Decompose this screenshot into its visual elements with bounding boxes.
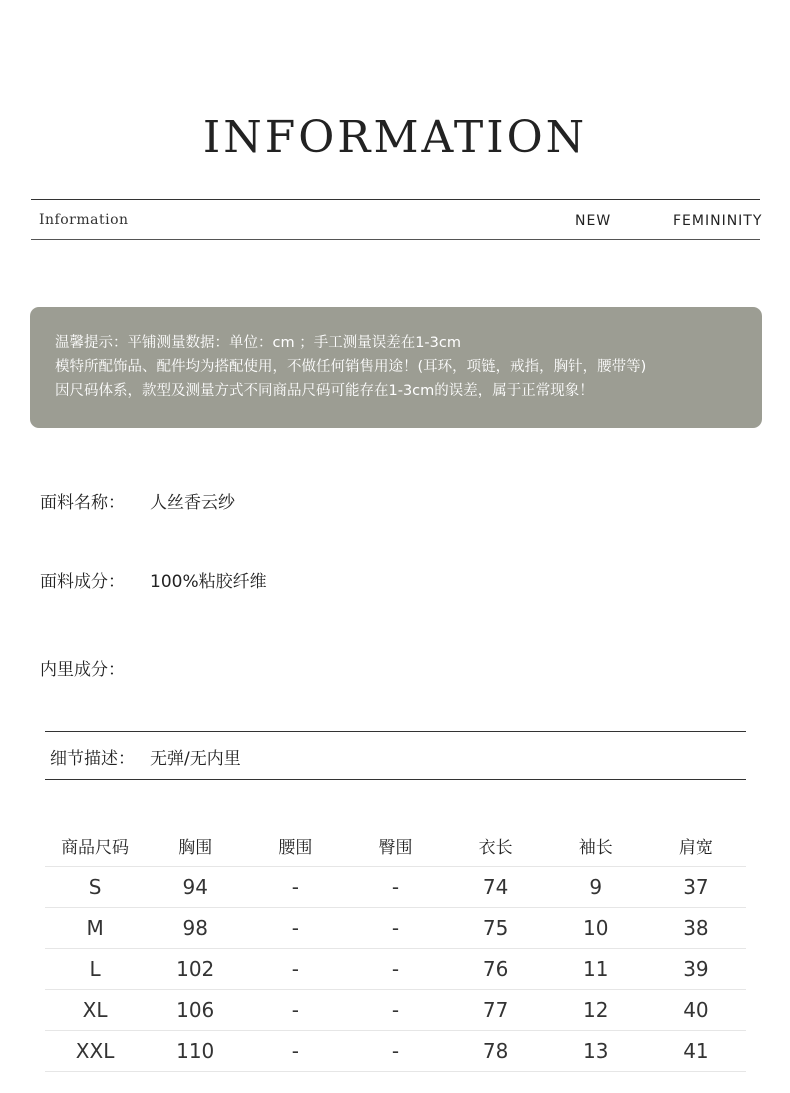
lining-composition-label: 内里成分： xyxy=(40,660,125,680)
cell-length: 76 xyxy=(482,957,509,981)
header-length: 衣长 xyxy=(478,838,513,858)
page-title: INFORMATION xyxy=(202,112,588,163)
cell-length: 74 xyxy=(482,875,509,899)
detail-value: 无弹/无内里 xyxy=(150,749,241,769)
cell-sleeve: 13 xyxy=(583,1039,609,1063)
notice-box xyxy=(30,307,762,428)
cell-hip: - xyxy=(391,875,400,899)
cell-hip: - xyxy=(391,998,400,1022)
fabric-name-value: 人丝香云纱 xyxy=(150,493,235,513)
cell-shoulder: 38 xyxy=(683,916,709,940)
header-waist: 腰围 xyxy=(278,838,313,858)
fabric-name-row xyxy=(40,488,235,513)
cell-length: 78 xyxy=(482,1039,509,1063)
size-table xyxy=(45,825,746,1072)
table-row xyxy=(45,908,746,949)
cell-size: XXL xyxy=(75,1039,115,1063)
notice-line: 模特所配饰品、配件均为搭配使用，不做任何销售用途！(耳环，项链，戒指，胸针，腰带等) xyxy=(55,359,647,375)
notice-line: 温馨提示：平铺测量数据：单位：cm ；手工测量误差在1-3cm xyxy=(55,335,461,351)
cell-waist: - xyxy=(291,1039,299,1063)
femininity-label: FEMININITY xyxy=(673,213,763,229)
cell-hip: - xyxy=(391,1039,400,1063)
header-shoulder: 肩宽 xyxy=(678,838,713,858)
detail-label: 细节描述： xyxy=(50,749,135,769)
bar-divider xyxy=(31,239,760,240)
table-row xyxy=(45,867,746,908)
cell-sleeve: 9 xyxy=(589,875,603,899)
cell-size: S xyxy=(88,875,102,899)
cell-waist: - xyxy=(291,957,299,981)
cell-waist: - xyxy=(291,998,299,1022)
cell-shoulder: 40 xyxy=(683,998,709,1022)
cell-size: M xyxy=(86,916,104,940)
fabric-name-label: 面料名称： xyxy=(40,493,125,513)
cell-shoulder: 39 xyxy=(683,957,709,981)
cell-bust: 106 xyxy=(176,998,215,1022)
header-hip: 臀围 xyxy=(378,838,413,858)
cell-size: XL xyxy=(82,998,108,1022)
cell-bust: 94 xyxy=(182,875,208,899)
cell-bust: 98 xyxy=(182,916,208,940)
lining-composition-row xyxy=(40,655,150,680)
header-size: 商品尺码 xyxy=(61,838,130,858)
table-header-row xyxy=(45,825,746,867)
cell-sleeve: 11 xyxy=(583,957,609,981)
detail-bottom-rule xyxy=(45,779,746,780)
cell-waist: - xyxy=(291,916,299,940)
notice-line: 因尺码体系，款型及测量方式不同商品尺码可能存在1-3cm的误差，属于正常现象！ xyxy=(55,383,594,399)
cell-bust: 110 xyxy=(176,1039,215,1063)
fabric-composition-value: 100%粘胶纤维 xyxy=(150,572,267,592)
table-row xyxy=(45,1031,746,1072)
cell-hip: - xyxy=(391,957,400,981)
cell-bust: 102 xyxy=(176,957,215,981)
cell-shoulder: 41 xyxy=(683,1039,709,1063)
table-row xyxy=(45,949,746,990)
cell-length: 77 xyxy=(482,998,509,1022)
info-label: Information xyxy=(39,212,129,228)
fabric-composition-row xyxy=(40,567,267,592)
top-divider xyxy=(31,199,760,200)
fabric-composition-label: 面料成分： xyxy=(40,572,125,592)
header-sleeve: 袖长 xyxy=(578,838,613,858)
detail-top-rule xyxy=(45,731,746,732)
cell-sleeve: 10 xyxy=(583,916,609,940)
table-row xyxy=(45,990,746,1031)
new-label: NEW xyxy=(575,213,612,229)
cell-waist: - xyxy=(291,875,299,899)
cell-sleeve: 12 xyxy=(583,998,609,1022)
cell-hip: - xyxy=(391,916,400,940)
header-bust: 胸围 xyxy=(178,838,213,858)
detail-row xyxy=(50,744,241,769)
cell-shoulder: 37 xyxy=(683,875,709,899)
cell-size: L xyxy=(89,957,101,981)
cell-length: 75 xyxy=(482,916,509,940)
